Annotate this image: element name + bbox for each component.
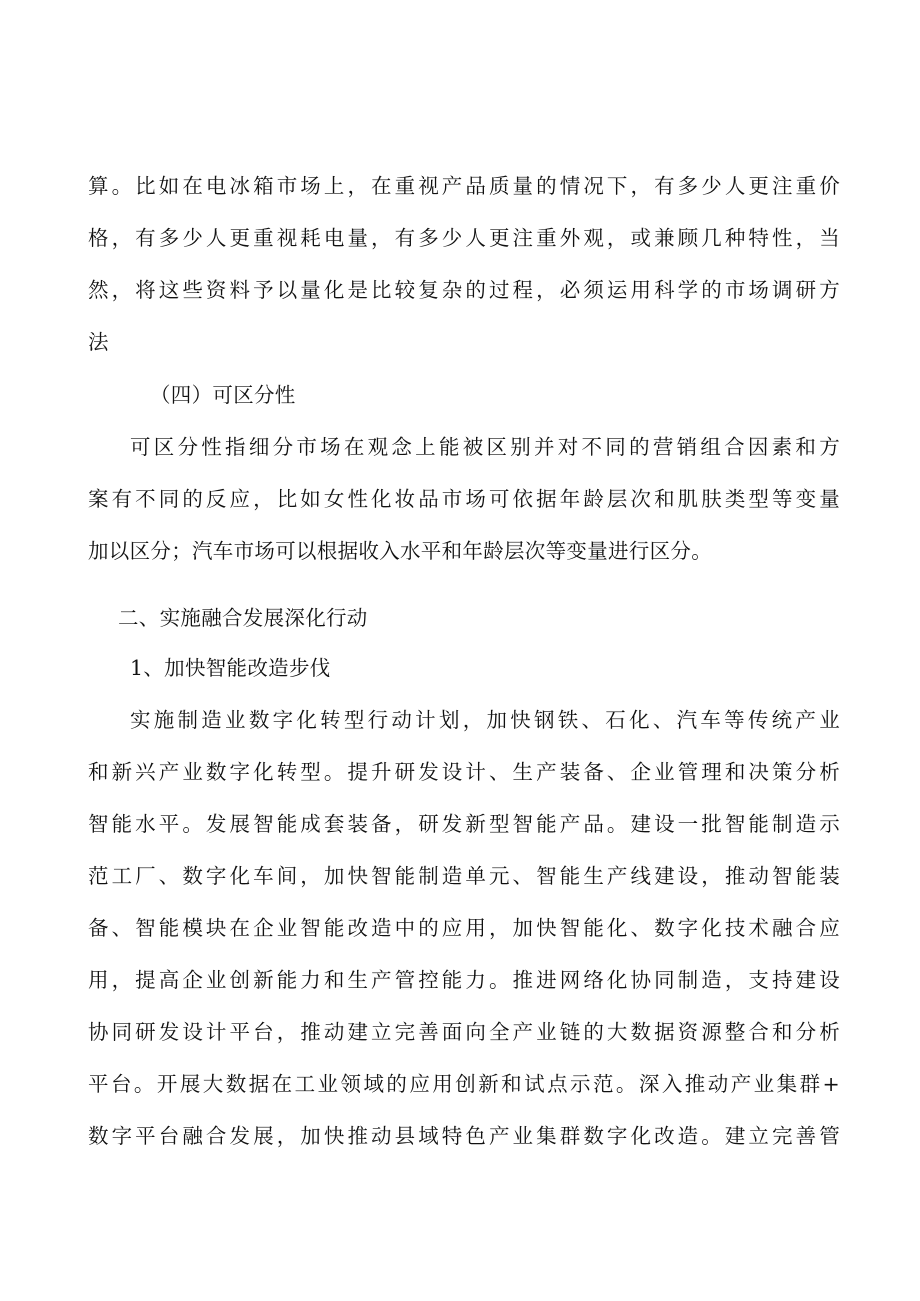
section-heading: 1、加快智能改造步伐: [130, 656, 331, 680]
paragraph-line: 案有不同的反应，比如女性化妆品市场可依据年龄层次和肌肤类型等变量: [88, 487, 840, 511]
paragraph-line: 实施制造业数字化转型行动计划，加快钢铁、石化、汽车等传统产业: [130, 708, 840, 732]
paragraph-line: 可区分性指细分市场在观念上能被区别并对不同的营销组合因素和方: [130, 435, 840, 459]
paragraph-line: 平台。开展大数据在工业领域的应用创新和试点示范。深入推动产业集群+: [88, 1072, 840, 1096]
paragraph-line: 数字平台融合发展，加快推动县域特色产业集群数字化改造。建立完善管: [88, 1124, 840, 1148]
paragraph-line: 协同研发设计平台，推动建立完善面向全产业链的大数据资源整合和分析: [88, 1020, 840, 1044]
chapter-heading: 二、实施融合发展深化行动: [118, 606, 368, 630]
paragraph-line: 用，提高企业创新能力和生产管控能力。推进网络化协同制造，支持建设: [88, 968, 840, 992]
paragraph-line: 算。比如在电冰箱市场上，在重视产品质量的情况下，有多少人更注重价: [88, 174, 840, 198]
paragraph-line: 法: [88, 330, 109, 354]
paragraph-line: 范工厂、数字化车间，加快智能制造单元、智能生产线建设，推动智能装: [88, 864, 840, 888]
paragraph-line: 智能水平。发展智能成套装备，研发新型智能产品。建设一批智能制造示: [88, 812, 840, 836]
paragraph-line: 加以区分；汽车市场可以根据收入水平和年龄层次等变量进行区分。: [88, 539, 712, 563]
paragraph-line: 格，有多少人更重视耗电量，有多少人更注重外观，或兼顾几种特性，当: [88, 226, 840, 250]
section-heading: （四）可区分性: [150, 383, 296, 407]
paragraph-line: 然，将这些资料予以量化是比较复杂的过程，必须运用科学的市场调研方: [88, 278, 840, 302]
paragraph-line: 备、智能模块在企业智能改造中的应用，加快智能化、数字化技术融合应: [88, 916, 840, 940]
paragraph-line: 和新兴产业数字化转型。提升研发设计、生产装备、企业管理和决策分析: [88, 760, 840, 784]
